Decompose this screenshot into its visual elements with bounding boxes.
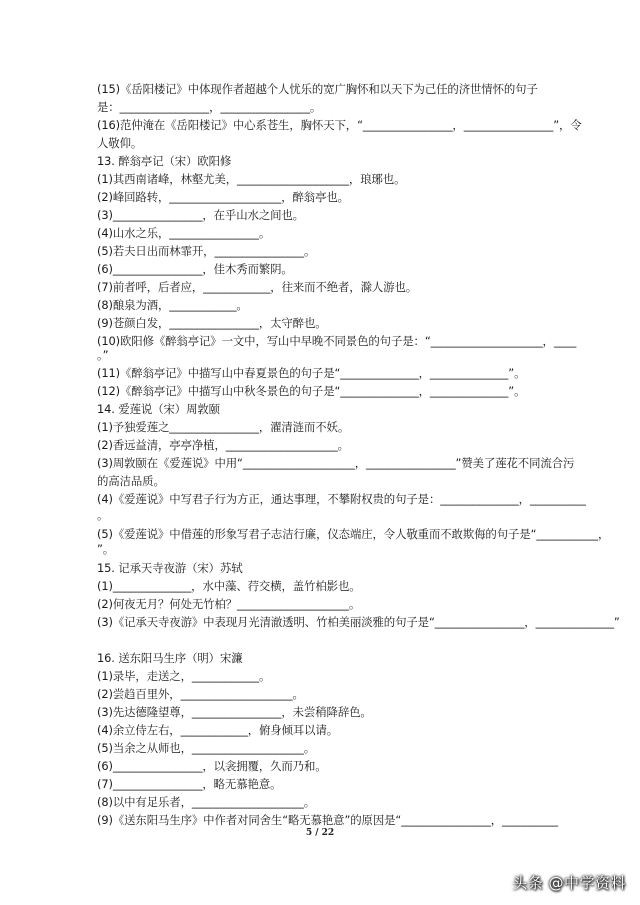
- text-line: (4)山水之乐，________________。: [97, 226, 271, 240]
- text-line: (4)《爱莲说》中写君子行为方正，通达事理，不攀附权贵的句子是：______________，__________: [97, 492, 586, 506]
- text-line: (7)________________，略无慕艳意。: [97, 777, 282, 791]
- text-line: (10)欧阳修《醉翁亭记》一文中，写山中早晚不同景色的句子是：“____________________，____: [97, 334, 577, 348]
- text-line: (3)周敦颐在《爱莲说》中用“____________________，________________”赞美了莲花不同流合污: [97, 456, 575, 470]
- text-line: 人敬仰。: [97, 136, 143, 150]
- text-line: (1)录毕，走送之，____________。: [97, 669, 271, 683]
- text-line: (9)苍颜白发，________________，太守醉也。: [97, 316, 327, 330]
- text-line: (1)其西南诸峰，林壑尤美，____________________，琅琊也。: [97, 172, 406, 186]
- section-heading: 15. 记承天寺夜游（宋）苏轼: [97, 561, 243, 575]
- text-line: 是：________________，________________。: [97, 100, 322, 114]
- section-heading: 14. 爱莲说（宋）周敦颐: [97, 402, 220, 416]
- text-line: (2)香远益清，亭亭净植，____________________。: [97, 438, 349, 452]
- text-line: (7)前者呼，后者应，____________，往来而不绝者，滁人游也。: [97, 280, 418, 294]
- text-line: (8)以中有足乐者，____________________。: [97, 795, 316, 809]
- text-line: (3)《记承天寺夜游》中表现月光清澈透明、竹柏美丽淡雅的句子是“________________，______________”: [97, 615, 620, 629]
- text-line: (3)________________，在乎山水之间也。: [97, 208, 304, 222]
- text-line: (5)《爱莲说》中借莲的形象写君子志洁行廉，仪态端庄，令人敬重而不敢欺侮的句子是“___________，: [97, 527, 610, 541]
- text-line: (8)酿泉为酒，____________。: [97, 298, 248, 312]
- text-line: (5)若夫日出而林霏开，________________。: [97, 244, 316, 258]
- text-line: (15)《岳阳楼记》中体现作者超越个人忧乐的宽广胸怀和以天下为己任的济世情怀的句子: [97, 82, 538, 96]
- text-line: (9)《送东阳马生序》中作者对同舍生“略无慕艳意”的原因是“________________，__________: [97, 813, 558, 827]
- text-line: ”。: [97, 542, 115, 556]
- text-line: (2)尝趋百里外，____________________。: [97, 687, 304, 701]
- page-number: 5 / 22: [305, 828, 335, 838]
- text-line: (6)________________，以衾拥覆，久而乃和。: [97, 759, 327, 773]
- text-line: 的高洁品质。: [97, 474, 165, 488]
- text-line: (2)峰回路转，____________________，醉翁亭也。: [97, 190, 349, 204]
- section-heading: 13. 醉翁亭记（宋）欧阳修: [97, 154, 232, 168]
- section-heading: 16. 送东阳马生序（明）宋濂: [97, 651, 243, 665]
- text-line: (3)先达德隆望尊，________________，未尝稍降辞色。: [97, 705, 372, 719]
- text-line: (11)《醉翁亭记》中描写山中春夏景色的句子是“______________，______________”。: [97, 366, 526, 380]
- text-line: (1)______________，水中藻、荇交横，盖竹柏影也。: [97, 579, 361, 593]
- text-line: 。: [97, 508, 109, 522]
- text-line: (5)当余之从师也，____________________。: [97, 741, 316, 755]
- watermark: 头条 @中学资料: [512, 874, 626, 892]
- text-line: (1)予独爱莲之________________，濯清涟而不妖。: [97, 420, 350, 434]
- text-line: (2)何夜无月？何处无竹柏？____________________。: [97, 597, 361, 611]
- text-line: (6)________________，佳木秀而繁阴。: [97, 262, 293, 276]
- text-line: (16)范仲淹在《岳阳楼记》中心系苍生，胸怀天下，“________________，________________”，令: [97, 118, 582, 132]
- text-line: 。”: [97, 348, 109, 362]
- text-line: (4)余立侍左右，____________，俯身倾耳以请。: [97, 723, 339, 737]
- text-line: (12)《醉翁亭记》中描写山中秋冬景色的句子是“______________，______________”。: [97, 384, 526, 398]
